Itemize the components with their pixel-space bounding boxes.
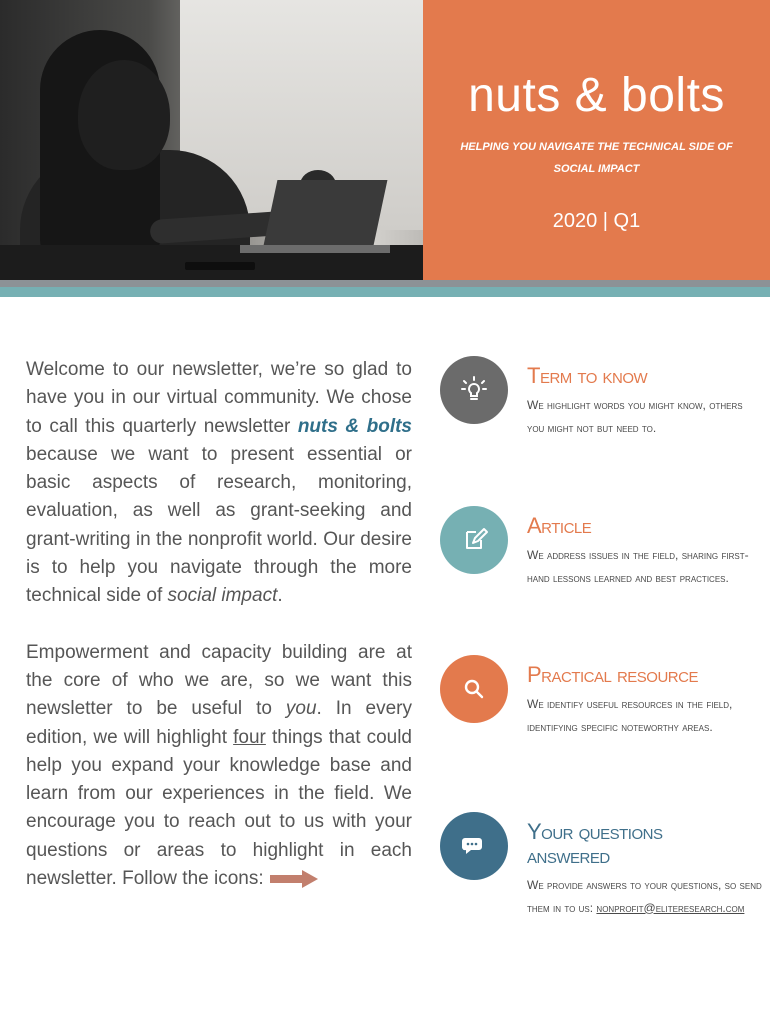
feature-title: Practical resource xyxy=(527,662,698,687)
feature-title: Your questions answered xyxy=(527,819,663,868)
arrow-right-icon xyxy=(270,870,318,888)
feature-icon-circle xyxy=(440,506,508,574)
feature-description: We address issues in the field, sharing first-hand lessons learned and best practices. xyxy=(527,548,749,585)
newsletter-title: nuts & bolts xyxy=(468,69,725,122)
lightbulb-icon xyxy=(459,375,489,405)
feature-description: We identify useful resources in the field, identifying specific noteworthy areas. xyxy=(527,697,733,734)
feature-title: Article xyxy=(527,513,592,538)
pencil-note-icon xyxy=(459,525,489,555)
feature-title: Term to know xyxy=(527,363,648,388)
header-photo xyxy=(0,0,423,280)
feature-icon-circle xyxy=(440,655,508,723)
intro-paragraph-2: Empowerment and capacity building are at the core of who we are, so we want this newsletter to be useful to you. In every edition, we will highlight four things that could help you expand your knowledge base and learn from our experiences in the field. We encourage you to reach out to us with your questions or areas to highlight in each newsletter. Follow the icons: xyxy=(26,641,412,890)
intro-text xyxy=(26,356,412,921)
divider-band-teal xyxy=(0,287,770,297)
newsletter-subtitle: HELPING YOU NAVIGATE THE TECHNICAL SIDE OF SOCIAL IMPACT xyxy=(460,141,733,175)
feature-description: We highlight words you might know, others you might not but need to. xyxy=(527,398,743,435)
brand-name: nuts & bolts xyxy=(297,415,412,437)
divider-band-gray xyxy=(0,280,770,287)
edition-label: 2020 | Q1 xyxy=(552,210,641,232)
intro-paragraph-1: Welcome to our newsletter, we’re so glad to have you in our virtual community. We chose to call this quarterly newsletter nuts & bolts because we want to present essential or basic aspects of research, monitoring, evaluation, as well as grant-seeking and grant-writing in the nonprofit world. Our desire is to help you navigate through the more technical side of social impact. xyxy=(26,359,412,607)
feature-icon-circle xyxy=(440,812,508,880)
magnifier-icon xyxy=(459,674,489,704)
chat-bubbles-icon xyxy=(459,831,489,861)
email-link[interactable]: nonprofit@eliteresearch.com xyxy=(596,900,745,915)
feature-description: We provide answers to your questions, so send them in to us: nonprofit@eliteresearch.com xyxy=(527,878,762,915)
feature-icon-circle xyxy=(440,356,508,424)
title-banner xyxy=(423,0,770,280)
